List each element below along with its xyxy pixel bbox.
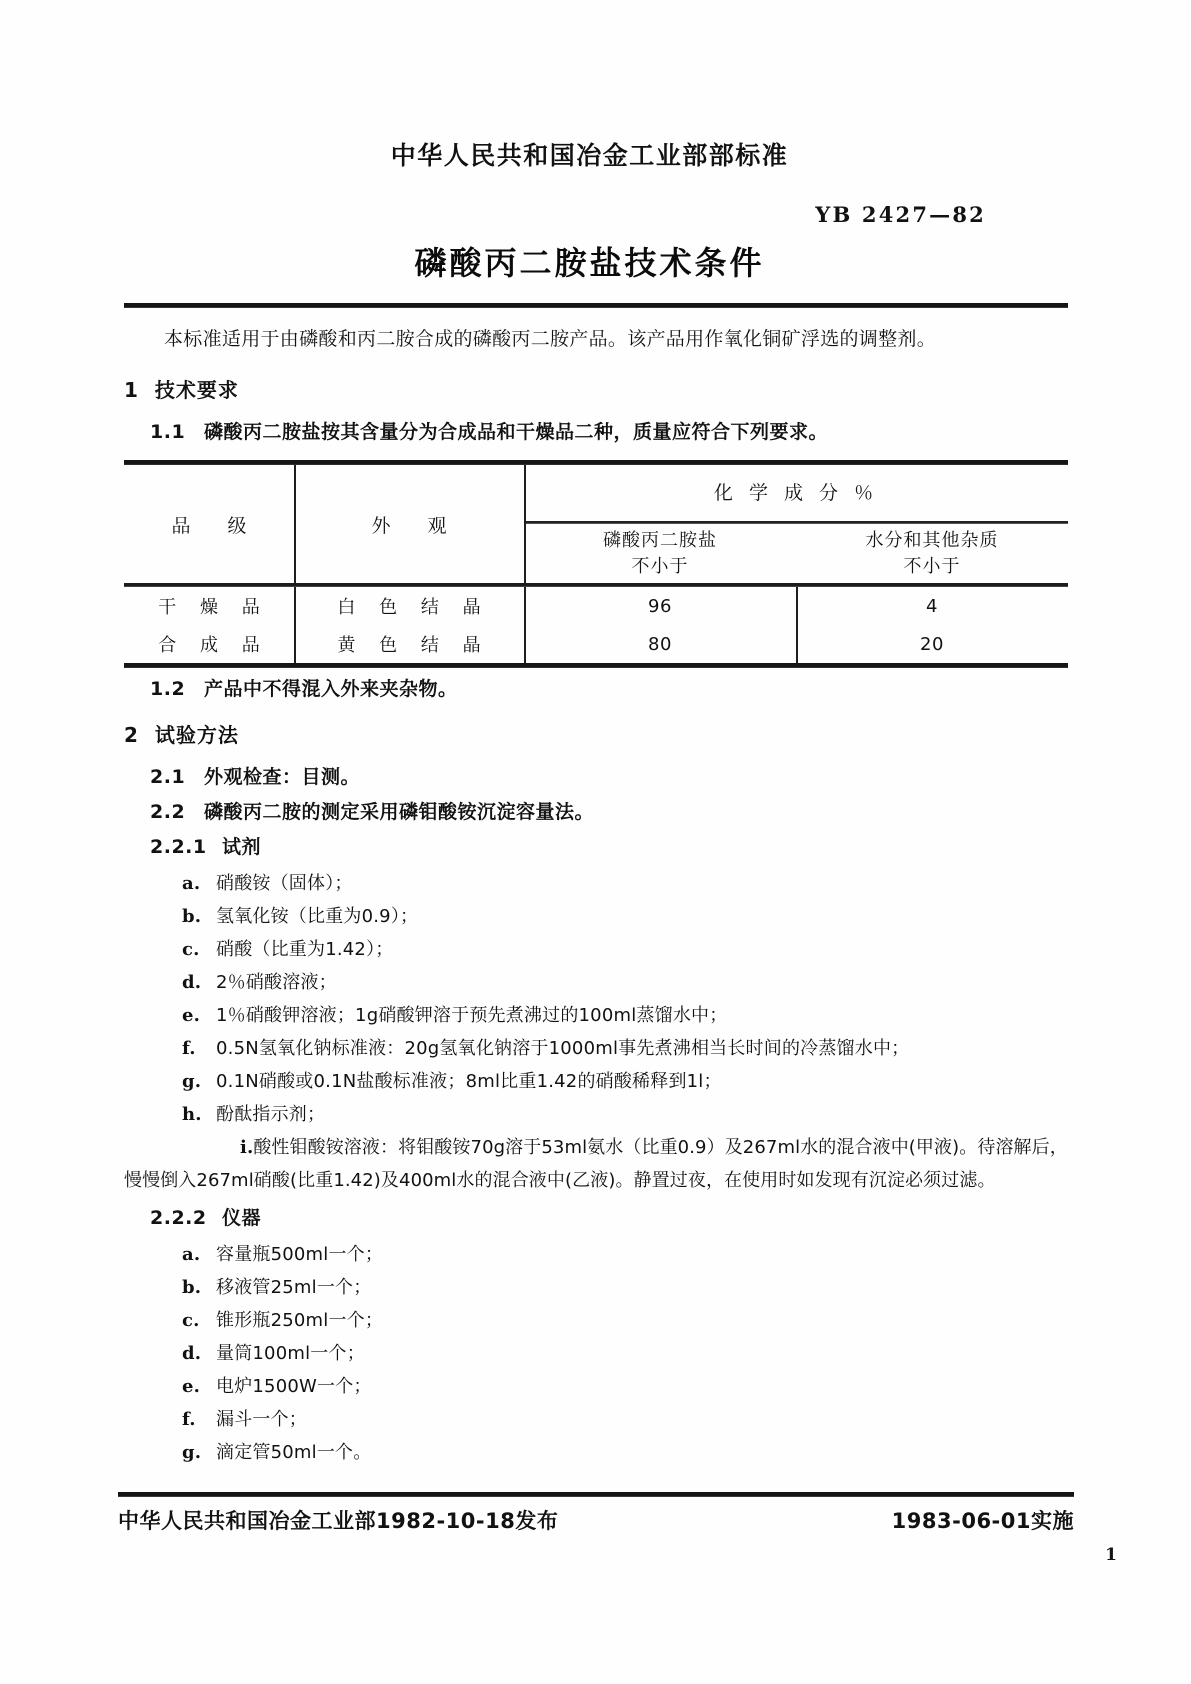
reagent-text-h: 酚酞指示剂； [216, 1104, 326, 1125]
clause-2-2-2-title: 仪器 [222, 1207, 262, 1229]
cell-grade: 合 成 品 [158, 635, 269, 656]
table-header-row [124, 465, 1068, 583]
instrument-marker-b: b. [182, 1277, 202, 1298]
clause-1-1-number: 1.1 [150, 421, 186, 443]
clause-2-2 [150, 797, 1068, 824]
table-header-main-content [524, 524, 796, 584]
clause-2-2-1-number: 2.2.1 [150, 836, 207, 858]
table-header-chemical: 化 学 成 分 ％ [713, 482, 879, 504]
table-body-vline-2 [524, 587, 526, 663]
list-item [124, 1131, 1068, 1197]
list-item [182, 999, 1068, 1032]
instrument-marker-d: d. [182, 1343, 202, 1364]
cell-main: 80 [648, 633, 672, 655]
clause-2-2-2 [150, 1203, 1068, 1230]
reagent-marker-f: f. [182, 1038, 196, 1059]
footer-divider-rule [118, 1492, 1074, 1497]
list-item [182, 933, 1068, 966]
clause-1-2-number: 1.2 [150, 678, 186, 700]
table-header-main-label: 磷酸丙二胺盐 [603, 530, 717, 551]
reagent-text-c: 硝酸（比重为1.42）； [216, 939, 394, 960]
reagent-marker-a: a. [182, 873, 201, 894]
cell-impurity: 20 [920, 633, 944, 655]
reagent-text-b: 氢氧化铵（比重为0.9）； [216, 906, 419, 927]
clause-1-1-text: 磷酸丙二胺盐按其含量分为合成品和干燥品二种，质量应符合下列要求。 [204, 421, 829, 443]
reagent-marker-i: i. [240, 1137, 254, 1158]
table-body [124, 587, 1068, 663]
header-divider-rule [124, 303, 1068, 308]
instrument-text-a: 容量瓶500ml一个； [216, 1244, 384, 1265]
footer-effective-text: 1983-06-01实施 [891, 1509, 1074, 1533]
section-1-heading [124, 374, 1068, 403]
list-item [182, 1271, 1068, 1304]
cell-appearance: 白 色 结 晶 [337, 597, 490, 618]
cell-impurity: 4 [926, 595, 938, 617]
table-header-appearance: 外 观 [371, 514, 456, 537]
table-bottom-rule [124, 663, 1068, 668]
table-header-chemical-subcols [524, 524, 1068, 584]
reagent-marker-g: g. [182, 1071, 202, 1092]
section-2-number: 2 [124, 723, 139, 747]
instrument-text-b: 移液管25ml一个； [216, 1277, 372, 1298]
document-title: 磷酸丙二胺盐技术条件 [414, 244, 765, 282]
section-2-heading [124, 719, 1068, 748]
table-row [124, 587, 1068, 625]
issuing-ministry-line: 中华人民共和国冶金工业部部标准 [390, 141, 789, 170]
list-item [182, 1436, 1068, 1469]
section-2-title: 试验方法 [154, 723, 239, 747]
reagent-marker-e: e. [182, 1005, 201, 1026]
list-item [182, 966, 1068, 999]
reagent-marker-b: b. [182, 906, 202, 927]
instrument-text-e: 电炉1500W一个； [216, 1376, 372, 1397]
table-vline-2 [524, 465, 526, 583]
footer-issue-text: 中华人民共和国冶金工业部1982-10-18发布 [118, 1509, 559, 1533]
table-header-main-limit: 不小于 [631, 556, 689, 577]
cell-appearance: 黄 色 结 晶 [337, 635, 490, 656]
section-1-title: 技术要求 [154, 378, 239, 402]
clause-1-2 [150, 674, 1068, 701]
table-vline-1 [294, 465, 296, 583]
table-body-vline-3 [796, 587, 798, 663]
list-item [182, 900, 1068, 933]
clause-2-1 [150, 762, 1068, 789]
instrument-text-f: 漏斗一个； [216, 1409, 307, 1430]
list-item [182, 1403, 1068, 1436]
list-item [182, 1304, 1068, 1337]
list-item [182, 1337, 1068, 1370]
instrument-marker-g: g. [182, 1442, 202, 1463]
table-header-impurity-label: 水分和其他杂质 [865, 530, 999, 551]
table-body-vline-1 [294, 587, 296, 663]
clause-2-2-1 [150, 832, 1068, 859]
cell-main: 96 [648, 595, 672, 617]
instrument-marker-f: f. [182, 1409, 196, 1430]
instrument-marker-e: e. [182, 1376, 201, 1397]
clause-1-1 [150, 417, 1068, 444]
table-row [124, 625, 1068, 663]
clause-2-1-number: 2.1 [150, 766, 186, 788]
reagent-text-e: 1％硝酸钾溶液；1g硝酸钾溶于预先煮沸过的100ml蒸馏水中； [216, 1005, 728, 1026]
table-header-chemical-group [524, 465, 1068, 583]
clause-2-2-number: 2.2 [150, 801, 186, 823]
reagent-text-g: 0.1N硝酸或0.1N盐酸标准液；8ml比重1.42的硝酸稀释到1l； [216, 1071, 722, 1092]
clause-2-1-text: 外观检查：目测。 [204, 766, 361, 788]
document-body [124, 322, 1068, 1469]
standard-number: YB 2427—82 [815, 202, 986, 227]
reagent-marker-c: c. [182, 939, 200, 960]
reagent-text-f: 0.5N氢氧化钠标准液：20g氢氧化钠溶于1000ml事先煮沸相当长时间的冷蒸馏水中； [216, 1038, 910, 1059]
specification-table [124, 460, 1068, 668]
document-header [0, 136, 1191, 284]
reagent-text-a: 硝酸铵（固体）； [216, 873, 353, 894]
instrument-text-g: 滴定管50ml一个。 [216, 1442, 372, 1463]
clause-1-2-text: 产品中不得混入外来夹杂物。 [204, 678, 458, 700]
cell-grade: 干 燥 品 [158, 597, 269, 618]
table-header-impurity-limit: 不小于 [903, 556, 961, 577]
instrument-marker-c: c. [182, 1310, 200, 1331]
clause-2-2-2-number: 2.2.2 [150, 1207, 207, 1229]
clause-2-2-1-title: 试剂 [222, 836, 262, 858]
table-header-impurity [796, 524, 1068, 584]
list-item [182, 1032, 1068, 1065]
document-footer [118, 1505, 1074, 1535]
page-number: 1 [1105, 1545, 1117, 1565]
reagent-text-i: 酸性钼酸铵溶液：将钼酸铵70g溶于53ml氨水（比重0.9）及267ml水的混合液中(甲液)。待溶解后，慢慢倒入267ml硝酸(比重1.42)及400ml水的混合液中(乙液)。静置过夜，在使用时如发现有沉淀必须过滤。 [124, 1137, 1068, 1191]
list-item [182, 1238, 1068, 1271]
list-item [182, 1370, 1068, 1403]
reagent-marker-d: d. [182, 972, 202, 993]
section-1-number: 1 [124, 378, 139, 402]
instrument-marker-a: a. [182, 1244, 201, 1265]
reagent-text-d: 2％硝酸溶液； [216, 972, 337, 993]
reagent-marker-h: h. [182, 1104, 202, 1125]
clause-2-2-text: 磷酸丙二胺的测定采用磷钼酸铵沉淀容量法。 [204, 801, 595, 823]
list-item [182, 1098, 1068, 1131]
instrument-text-c: 锥形瓶250ml一个； [216, 1310, 384, 1331]
table-header-grade: 品 级 [171, 514, 256, 537]
list-item [182, 1065, 1068, 1098]
instrument-text-d: 量筒100ml一个； [216, 1343, 365, 1364]
list-item [182, 867, 1068, 900]
scope-paragraph: 本标准适用于由磷酸和丙二胺合成的磷酸丙二胺产品。该产品用作氧化铜矿浮选的调整剂。 [164, 328, 937, 350]
